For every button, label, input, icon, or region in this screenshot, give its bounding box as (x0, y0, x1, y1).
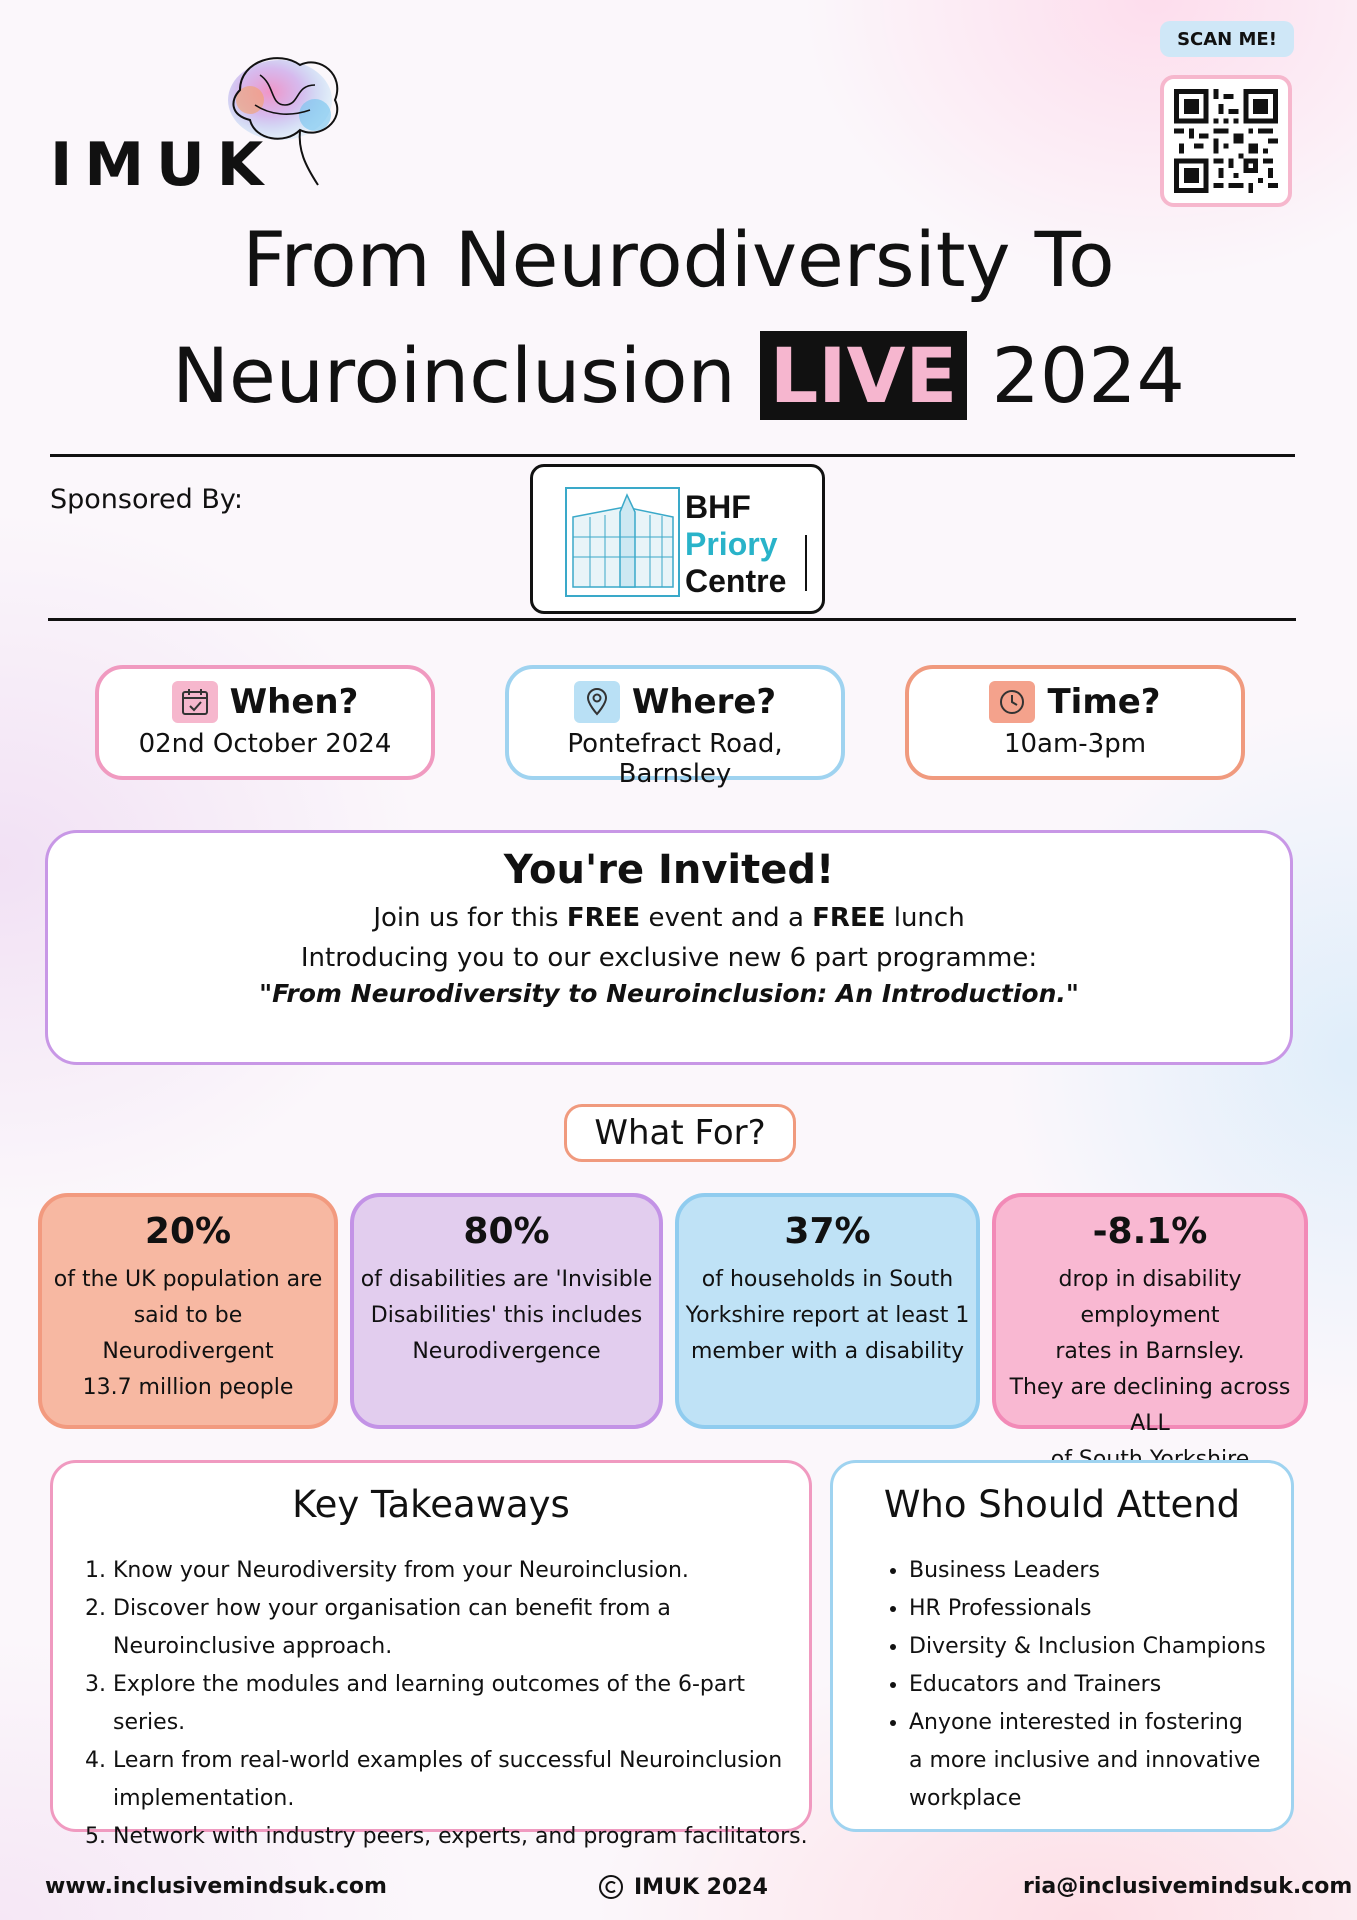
website-link[interactable]: www.inclusivemindsuk.com (45, 1874, 387, 1899)
invite-text: lunch (885, 903, 965, 933)
event-title-line1: From Neurodiversity To (242, 215, 1115, 304)
stat-line: 13.7 million people (82, 1375, 294, 1400)
sponsor-divider (805, 535, 807, 591)
stat-line: of households in South (701, 1267, 954, 1292)
logo-text: IMUK (50, 130, 276, 200)
calendar-icon (172, 681, 218, 723)
title-year: 2024 (991, 331, 1185, 420)
qr-code-icon (1174, 89, 1278, 193)
stat-line: of the UK population are (53, 1267, 323, 1292)
clock-icon (989, 681, 1035, 723)
building-icon (565, 487, 680, 597)
stat-text (679, 1262, 976, 1370)
when-card (95, 665, 435, 780)
divider-top (50, 454, 1295, 457)
copyright (598, 1874, 768, 1900)
invite-text: event and a (640, 903, 813, 933)
stat-line: Disabilities' this includes (370, 1303, 643, 1328)
invite-panel (45, 830, 1293, 1065)
qr-code[interactable] (1160, 75, 1292, 207)
stat-text (354, 1262, 659, 1370)
invite-title: You're Invited! (503, 847, 835, 893)
list-item: 5. Network with industry peers, experts, and program facilitators. (113, 1818, 809, 1856)
when-value: 02nd October 2024 (138, 729, 392, 759)
where-value: Pontefract Road, Barnsley (567, 729, 783, 789)
list-item: • HR Professionals (909, 1590, 1291, 1628)
stat-card (992, 1193, 1308, 1436)
where-label: Where? (631, 682, 777, 722)
stat-line: Yorkshire report at least 1 (685, 1303, 970, 1328)
time-value: 10am-3pm (1003, 729, 1147, 759)
when-label: When? (229, 682, 359, 722)
stat-card (38, 1193, 338, 1429)
list-item: 2. Discover how your organisation can benefit from a Neuroinclusive approach. (113, 1590, 809, 1666)
stat-text (996, 1262, 1304, 1478)
stat-card (675, 1193, 980, 1429)
stat-number: 37% (784, 1211, 871, 1252)
event-title-line2 (0, 331, 1357, 420)
stat-number: 80% (463, 1211, 550, 1252)
sponsor-name-line1: BHF (685, 489, 751, 525)
list-item: 1. Know your Neurodiversity from your Neuroinclusion. (113, 1552, 809, 1590)
list-item: • Business Leaders (909, 1552, 1291, 1590)
stat-line: said to be Neurodivergent (102, 1303, 274, 1364)
key-takeaways-panel (50, 1460, 812, 1849)
stat-line: of disabilities are 'Invisible (360, 1267, 653, 1292)
invite-text: Join us for this (373, 903, 567, 933)
live-badge: LIVE (760, 331, 967, 420)
sponsored-by-label: Sponsored By: (50, 484, 243, 515)
time-card (905, 665, 1245, 780)
takeaways-list (53, 1552, 809, 1856)
email-link[interactable]: ria@inclusivemindsuk.com (1023, 1874, 1353, 1899)
imuk-logo (50, 35, 370, 205)
attend-list (833, 1552, 1291, 1818)
key-takeaways-title: Key Takeaways (292, 1483, 570, 1526)
sponsor-name (685, 489, 786, 600)
stat-text (42, 1262, 334, 1406)
title-neuroinclusion: Neuroinclusion (172, 331, 736, 420)
time-label: Time? (1047, 682, 1161, 722)
invite-line1 (48, 903, 1290, 933)
what-for-heading: What For? (564, 1104, 796, 1162)
programme-title: "From Neurodiversity to Neuroinclusion: An Introduction." (259, 979, 1079, 1008)
scan-me-badge: SCAN ME! (1160, 21, 1294, 57)
sponsor-name-line3: Centre (685, 563, 787, 599)
location-pin-icon (574, 681, 620, 723)
who-should-attend-title: Who Should Attend (883, 1483, 1241, 1526)
list-item: • Anyone interested in fostering a more inclusive and innovative workplace (909, 1704, 1291, 1818)
who-should-attend-panel (830, 1460, 1294, 1832)
list-item: 4. Learn from real-world examples of successful Neuroinclusion implementation. (113, 1742, 809, 1818)
free-text: FREE (812, 903, 886, 933)
list-item: • Diversity & Inclusion Champions (909, 1628, 1291, 1666)
stat-line: rates in Barnsley. (1055, 1339, 1245, 1364)
where-card (505, 665, 845, 789)
copyright-text: IMUK 2024 (634, 1874, 768, 1900)
copyright-icon (598, 1874, 624, 1900)
sponsor-logo (530, 464, 825, 614)
stat-number: 20% (144, 1211, 232, 1252)
list-item: • Educators and Trainers (909, 1666, 1291, 1704)
list-item: 3. Explore the modules and learning outcomes of the 6-part series. (113, 1666, 809, 1742)
stat-number: -8.1% (1092, 1211, 1208, 1252)
stat-line: drop in disability employment (1058, 1267, 1242, 1328)
invite-line2: Introducing you to our exclusive new 6 part programme: (300, 943, 1038, 973)
free-text: FREE (566, 903, 641, 933)
stat-line: They are declining across ALL (1009, 1375, 1291, 1436)
stat-card (350, 1193, 663, 1429)
divider-bottom (48, 618, 1296, 621)
stat-line: Neurodivergence (412, 1339, 601, 1364)
stat-line: member with a disability (690, 1339, 965, 1364)
sponsor-name-line2: Priory (685, 526, 778, 562)
